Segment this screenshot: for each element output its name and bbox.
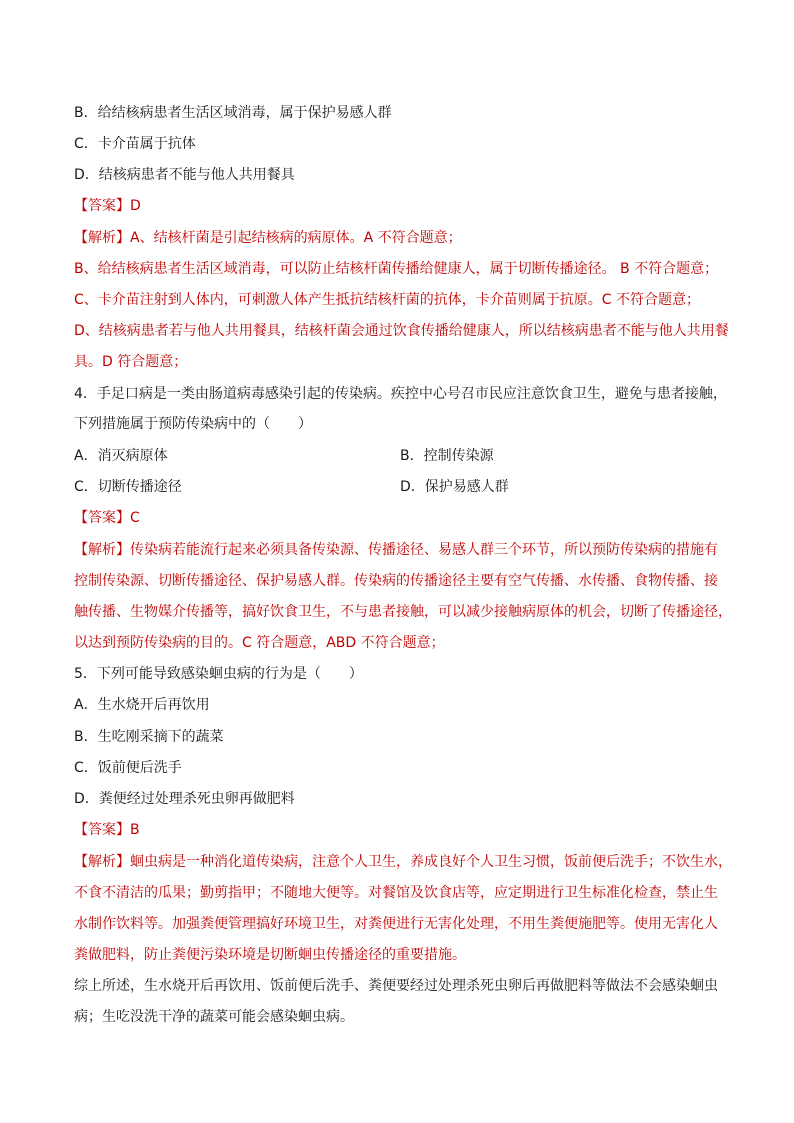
answer-tag: 【答案】	[74, 510, 130, 526]
q4-option-c: C．切断传播途径	[74, 479, 182, 495]
analysis-text: B、给结核病患者生活区域消毒，可以防止结核杆菌传播给健康人，属于切断传播途径。 B 不符合题意；	[74, 261, 719, 277]
analysis-text: 蛔虫病是一种消化道传染病，注意个人卫生，养成良好个人卫生习惯，饭前便后洗手；不饮生水，	[130, 854, 732, 870]
answer-tag: 【答案】	[74, 822, 130, 838]
question-5-stem: 5．下列可能导致感染蛔虫病的行为是（ ）	[74, 666, 363, 682]
option-b: B．给结核病患者生活区域消毒，属于保护易感人群	[74, 105, 392, 121]
question-4-stem: 4．手足口病是一类由肠道病毒感染引起的传染病。疾控中心号召市民应注意饮食卫生，避免与患者接触，	[74, 386, 727, 402]
answer-value: C	[130, 510, 140, 526]
q4-option-a: A．消灭病原体	[74, 448, 168, 464]
q5-option-c: C．饭前便后洗手	[74, 760, 182, 776]
q4-option-b: B．控制传染源	[400, 448, 494, 464]
answer-line	[74, 196, 141, 216]
q4-analysis-line	[74, 540, 718, 560]
option-d: D．结核病患者不能与他人共用餐具	[74, 167, 295, 183]
answer-value: D	[130, 198, 141, 214]
option-c: C．卡介苗属于抗体	[74, 136, 196, 152]
analysis-text: A、结核杆菌是引起结核病的病原体。A 不符合题意；	[130, 230, 462, 246]
q5-analysis-line	[74, 852, 732, 872]
analysis-tag: 【解析】	[74, 230, 130, 246]
q5-option-d: D．粪便经过处理杀死虫卵再做肥料	[74, 791, 295, 807]
analysis-text: 具。D 符合题意；	[74, 354, 188, 370]
analysis-text: 传染病若能流行起来必须具备传染源、传播途径、易感人群三个环节，所以预防传染病的措施有	[130, 542, 718, 558]
analysis-line	[74, 228, 462, 248]
q5-option-b: B．生吃刚采摘下的蔬菜	[74, 729, 224, 745]
question-4-stem: 下列措施属于预防传染病中的（ ）	[74, 416, 312, 432]
answer-tag: 【答案】	[74, 198, 130, 214]
q4-answer-line	[74, 508, 140, 528]
q5-answer-line	[74, 820, 140, 840]
q5-option-a: A．生水烧开后再饮用	[74, 697, 210, 713]
summary-text: 综上所述，生水烧开后再饮用、饭前便后洗手、粪便要经过处理杀死虫卵后再做肥料等做法不会感染蛔虫	[74, 978, 718, 994]
analysis-text: 以达到预防传染病的目的。C 符合题意，ABD 不符合题意；	[74, 635, 445, 651]
analysis-text: 触传播、生物媒介传播等，搞好饮食卫生，不与患者接触，可以减少接触病原体的机会，切断了传播途径，	[74, 604, 732, 620]
answer-value: B	[130, 822, 140, 838]
analysis-tag: 【解析】	[74, 542, 130, 558]
analysis-tag: 【解析】	[74, 854, 130, 870]
analysis-text: 水制作饮料等。加强粪便管理搞好环境卫生，对粪便进行无害化处理，不用生粪便施肥等。使用无害化人	[74, 916, 718, 932]
q4-option-d: D．保护易感人群	[400, 479, 509, 495]
analysis-text: 粪做肥料，防止粪便污染环境是切断蛔虫传播途径的重要措施。	[74, 947, 466, 963]
analysis-text: D、结核病患者若与他人共用餐具，结核杆菌会通过饮食传播给健康人，所以结核病患者不能与他人共用餐	[74, 323, 729, 339]
analysis-text: 不食不清洁的瓜果；勤剪指甲；不随地大便等。对餐馆及饮食店等，应定期进行卫生标准化检查，禁止生	[74, 885, 718, 901]
summary-text: 病；生吃没洗干净的蔬菜可能会感染蛔虫病。	[74, 1009, 354, 1025]
analysis-text: C、卡介苗注射到人体内，可刺激人体产生抵抗结核杆菌的抗体，卡介苗则属于抗原。C 不符合题意；	[74, 292, 700, 308]
analysis-text: 控制传染源、切断传播途径、保护易感人群。传染病的传播途径主要有空气传播、水传播、食物传播、接	[74, 573, 718, 589]
